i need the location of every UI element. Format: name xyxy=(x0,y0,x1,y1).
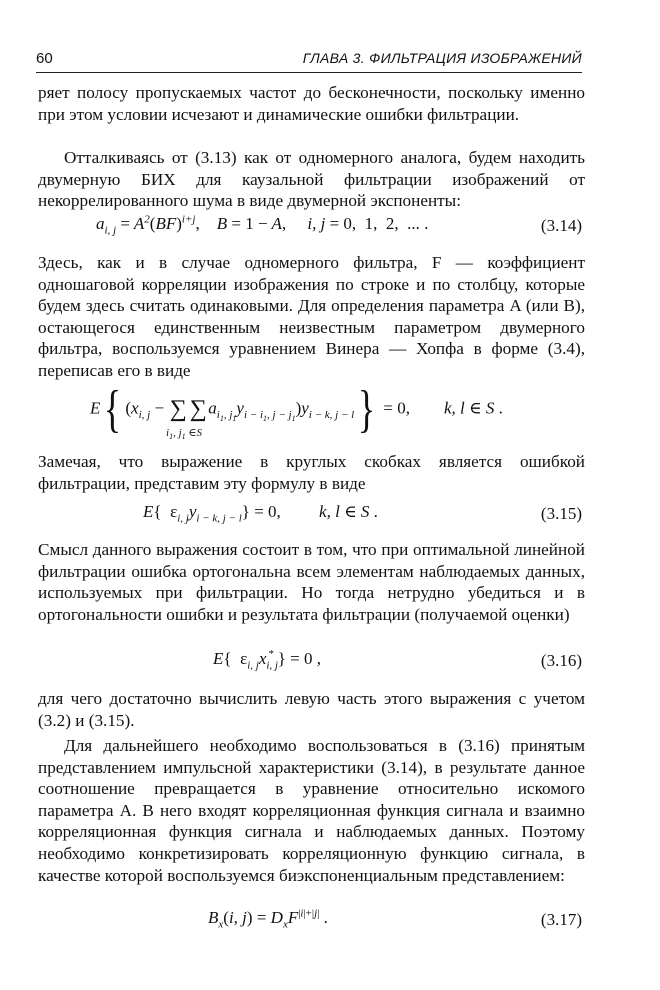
chapter-title: ГЛАВА 3. ФИЛЬТРАЦИЯ ИЗОБРАЖЕНИЙ xyxy=(302,50,582,66)
equation-3-17-body: $B_x(i$, $j) = D_xF^{|i|+|j|}$ . xyxy=(208,907,328,931)
equation-3-15-body: E{ $\varepsilon_{i, j}y_{i - k, j - l}\} = 0$, k, l ∈ S . xyxy=(143,502,378,525)
equation-number: (3.15) xyxy=(540,504,582,523)
equation-wiener-hopf-body: E{ ($x_{i, j}$ − ∑ $\sum a_{i_1, j_1}y_{i - i_1, j - j_1})y_{i - k, j - l}\} = 0$, k, l ∈ S . xyxy=(90,380,503,438)
equation-number: (3.14) xyxy=(540,216,582,235)
running-header xyxy=(36,44,582,73)
equation-3-17 xyxy=(0,904,660,936)
paragraph-5: Смысл данного выражения состоит в том, что при оптимальной линейной фильтрации ошибка ортогональна всем элементам наблюдаемых данных, используемых при фильтрации. Но тогда нетрудно убедиться и в ортогональности ошибки и результата фильтрации (получаемой оценки) xyxy=(38,540,585,624)
paragraph-7: Для дальнейшего необходимо воспользоваться в (3.16) принятым представлением импульсной характеристики (3.14), в результате данное соотношение превращается в уравнение относительно искомого параметра A. В него входят корреляционная функция сигнала и взаимно корреляционная функция сигнала и наблюдаемых данных. Поэтому необходимо конкретизировать корреляционную функцию сигнала, в качестве которой воспользуемся биэкспоненциальным представлением: xyxy=(38,736,585,885)
equation-3-14-body: $a_{i, j} = A^2(BF)^{i+j}$, B = 1 − A, i, j = 0, 1, 2, ... . xyxy=(96,213,429,237)
paragraph-1: ряет полосу пропускаемых частот до бесконечности, поскольку именно при этом условии исчезают и динамические ошибки фильтрации. xyxy=(38,83,585,124)
equation-3-16 xyxy=(0,647,660,679)
equation-3-16-body: E{ $\varepsilon_{i, j}x_{i, j}^*$ } = 0 , xyxy=(213,648,321,672)
equation-wiener-hopf xyxy=(0,380,660,442)
summation-limits: $i_1$, $j_1$ ∈S xyxy=(166,427,203,442)
equation-number: (3.16) xyxy=(540,651,582,670)
paragraph-3: Здесь, как и в случае одномерного фильтра, F — коэффициент одношаговой корреляции изображения по строке и по столбцу, которые будем здесь считать одинаковыми. Для определения параметра A (или B), остающегося единственным неизвестным параметром двумерного фильтра, воспользуемся уравнением Винера — Хопфа в форме (3.4), переписав его в виде xyxy=(38,253,585,380)
equation-3-14 xyxy=(0,212,660,244)
paragraph-2: Отталкиваясь от (3.13) как от одномерного аналога, будем находить двумерную БИХ для каузальной фильтрации изображений от некоррелированного шума в виде двумерной экспоненты: xyxy=(38,148,585,211)
equation-3-15 xyxy=(0,499,660,531)
page-number: 60 xyxy=(36,50,53,67)
paragraph-4: Замечая, что выражение в круглых скобках является ошибкой фильтрации, представим эту формулу в виде xyxy=(38,452,585,493)
paragraph-6: для чего достаточно вычислить левую часть этого выражения с учетом (3.2) и (3.15). xyxy=(38,689,585,730)
equation-number: (3.17) xyxy=(540,910,582,929)
